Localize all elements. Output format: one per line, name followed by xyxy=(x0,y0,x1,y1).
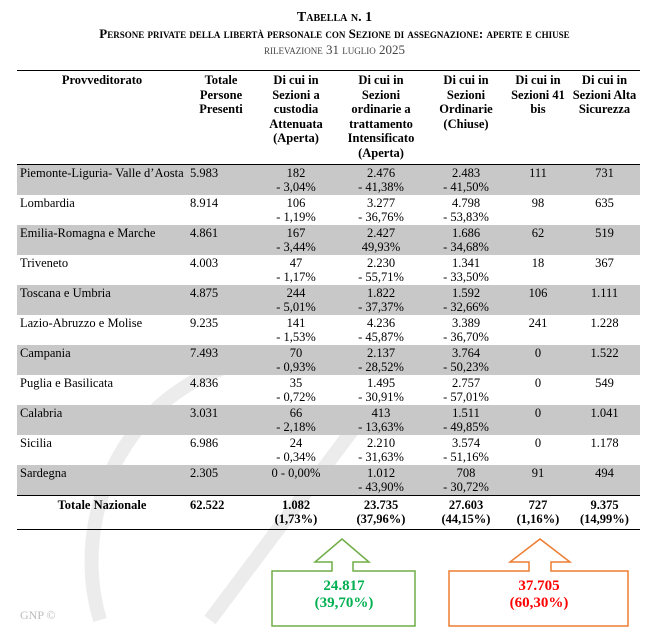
intensificato-pct: - 45,87% xyxy=(358,330,404,344)
alta-sicurezza-value: 1.522 xyxy=(590,346,619,360)
totale-cell xyxy=(187,465,255,496)
attenuata-value: 35 xyxy=(289,376,303,390)
total-41bis-cell xyxy=(507,496,569,530)
bis41-cell xyxy=(507,195,569,225)
ordinarie-cell xyxy=(425,225,507,255)
provveditorato-cell xyxy=(17,375,187,405)
provveditorato-name: Campania xyxy=(20,346,71,360)
total-attenuata-pct: (1,73%) xyxy=(274,512,318,526)
provveditorato-cell xyxy=(17,345,187,375)
attenuata-value: 66 xyxy=(289,406,303,420)
ordinarie-pct: - 32,66% xyxy=(443,300,489,314)
alta-sicurezza-value: 1.178 xyxy=(590,436,619,450)
provveditorato-name: Triveneto xyxy=(20,256,69,270)
alta-sicurezza-value: 519 xyxy=(595,226,614,240)
total-intensificato-cell xyxy=(337,496,425,530)
attenuata-cell xyxy=(255,285,337,315)
intensificato-cell xyxy=(337,165,425,196)
intensificato-cell xyxy=(337,225,425,255)
open-sections-pct: (39,70%) xyxy=(314,595,374,611)
ordinarie-cell xyxy=(425,405,507,435)
table-row xyxy=(17,405,640,435)
totale-cell xyxy=(187,375,255,405)
intensificato-pct: 49,93% xyxy=(361,240,401,254)
alta-cell xyxy=(569,225,640,255)
totale-cell xyxy=(187,405,255,435)
provveditorato-cell xyxy=(17,225,187,255)
provveditorato-cell xyxy=(17,435,187,465)
closed-sections-callout xyxy=(447,538,631,628)
intensificato-cell xyxy=(337,255,425,285)
ordinarie-pct: - 50,23% xyxy=(443,360,489,374)
bis41-value: 0 xyxy=(534,376,542,390)
attenuata-value: 24 xyxy=(289,436,303,450)
attenuata-pct: - 2,18% xyxy=(276,420,316,434)
provveditorato-name: Piemonte-Liguria- Valle d’Aosta xyxy=(20,166,184,180)
provveditorato-name: Toscana e Umbria xyxy=(20,286,111,300)
intensificato-cell xyxy=(337,405,425,435)
provveditorato-name: Calabria xyxy=(20,406,63,420)
ordinarie-value: 708 xyxy=(456,466,476,480)
ordinarie-cell xyxy=(425,375,507,405)
ordinarie-cell xyxy=(425,285,507,315)
alta-sicurezza-value: 549 xyxy=(595,376,614,390)
attenuata-value: 0 - 0,00% xyxy=(271,466,321,480)
intensificato-value: 413 xyxy=(371,406,391,420)
totale-persone: 4.836 xyxy=(190,376,219,390)
attenuata-value: 141 xyxy=(286,316,306,330)
totale-cell xyxy=(187,195,255,225)
intensificato-value: 2.230 xyxy=(366,256,396,270)
intensificato-pct: - 36,76% xyxy=(358,210,404,224)
survey-date: rilevazione 31 luglio 2025 xyxy=(263,42,406,57)
intensificato-value: 2.137 xyxy=(366,346,396,360)
ordinarie-cell xyxy=(425,255,507,285)
bis41-cell xyxy=(507,465,569,496)
alta-cell xyxy=(569,345,640,375)
table-row xyxy=(17,255,640,285)
attenuata-cell xyxy=(255,465,337,496)
alta-sicurezza-value: 367 xyxy=(595,256,614,270)
totale-persone: 7.493 xyxy=(190,346,219,360)
table-row xyxy=(17,375,640,405)
bis41-value: 106 xyxy=(528,286,548,300)
total-alta-pct: (14,99%) xyxy=(580,512,629,526)
ordinarie-cell xyxy=(425,465,507,496)
intensificato-pct: - 28,52% xyxy=(358,360,404,374)
intensificato-cell xyxy=(337,195,425,225)
ordinarie-value: 4.798 xyxy=(451,196,481,210)
ordinarie-value: 1.592 xyxy=(451,286,481,300)
totale-persone: 2.305 xyxy=(190,466,219,480)
attenuata-value: 244 xyxy=(286,286,306,300)
alta-sicurezza-value: 1.111 xyxy=(590,286,619,300)
table-row xyxy=(17,465,640,496)
col-header-ordinarie: Di cui in Sezioni Ordinarie (Chiuse) xyxy=(425,71,507,165)
bis41-value: 0 xyxy=(534,436,542,450)
attenuata-value: 182 xyxy=(286,166,306,180)
ordinarie-value: 3.389 xyxy=(451,316,481,330)
title-block xyxy=(0,10,669,58)
totale-cell xyxy=(187,225,255,255)
attenuata-value: 167 xyxy=(286,226,306,240)
intensificato-pct: - 41,38% xyxy=(358,180,404,194)
bis41-cell xyxy=(507,255,569,285)
attenuata-pct: - 0,34% xyxy=(276,450,316,464)
attenuata-cell xyxy=(255,315,337,345)
intensificato-cell xyxy=(337,435,425,465)
intensificato-pct: - 43,90% xyxy=(358,480,404,494)
ordinarie-pct: - 36,70% xyxy=(443,330,489,344)
intensificato-value: 4.236 xyxy=(366,316,396,330)
bis41-value: 98 xyxy=(531,196,545,210)
totale-persone: 4.861 xyxy=(190,226,219,240)
ordinarie-value: 3.764 xyxy=(451,346,481,360)
total-41bis: 727 xyxy=(528,498,548,512)
total-row xyxy=(17,496,640,530)
ordinarie-value: 1.511 xyxy=(452,406,480,420)
attenuata-cell xyxy=(255,165,337,196)
alta-cell xyxy=(569,435,640,465)
provveditorato-name: Sardegna xyxy=(20,466,67,480)
bis41-value: 62 xyxy=(531,226,545,240)
alta-sicurezza-value: 635 xyxy=(595,196,614,210)
provveditorato-cell xyxy=(17,315,187,345)
totale-cell xyxy=(187,345,255,375)
bis41-value: 241 xyxy=(528,316,548,330)
total-label: Totale Nazionale xyxy=(17,496,187,530)
ordinarie-pct: - 57,01% xyxy=(443,390,489,404)
bis41-cell xyxy=(507,315,569,345)
ordinarie-pct: - 49,85% xyxy=(443,420,489,434)
table-number: Tabella n. 1 xyxy=(296,10,373,25)
ordinarie-pct: - 34,68% xyxy=(443,240,489,254)
total-ordinarie-pct: (44,15%) xyxy=(441,512,491,526)
ordinarie-cell xyxy=(425,165,507,196)
alta-cell xyxy=(569,465,640,496)
table-row xyxy=(17,285,640,315)
alta-cell xyxy=(569,285,640,315)
total-41bis-pct: (1,16%) xyxy=(516,512,560,526)
total-alta-cell xyxy=(569,496,640,530)
col-header-attenuata: Di cui in Sezioni a custodia Attenuata (Aperta) xyxy=(255,71,337,165)
intensificato-value: 1.822 xyxy=(366,286,396,300)
intensificato-cell xyxy=(337,345,425,375)
totale-persone: 8.914 xyxy=(190,196,219,210)
col-header-provveditorato: Provveditorato xyxy=(17,71,187,165)
intensificato-value: 2.210 xyxy=(366,436,396,450)
attenuata-value: 106 xyxy=(286,196,306,210)
total-attenuata: 1.082 xyxy=(281,498,311,512)
col-header-intensificato: Di cui in Sezioni ordinarie a trattamento Intensificato (Aperta) xyxy=(337,71,425,165)
intensificato-value: 3.277 xyxy=(366,196,396,210)
ordinarie-value: 2.483 xyxy=(451,166,481,180)
table-row xyxy=(17,165,640,196)
table-row xyxy=(17,435,640,465)
provveditorato-cell xyxy=(17,195,187,225)
alta-sicurezza-value: 1.228 xyxy=(590,316,619,330)
attenuata-cell xyxy=(255,375,337,405)
intensificato-cell xyxy=(337,465,425,496)
table-row xyxy=(17,195,640,225)
table-row xyxy=(17,225,640,255)
totale-persone: 3.031 xyxy=(190,406,219,420)
intensificato-value: 2.427 xyxy=(366,226,396,240)
ordinarie-value: 2.757 xyxy=(451,376,481,390)
provveditorato-name: Sicilia xyxy=(20,436,52,450)
bis41-cell xyxy=(507,375,569,405)
attenuata-pct: - 3,44% xyxy=(276,240,316,254)
intensificato-cell xyxy=(337,375,425,405)
bis41-value: 18 xyxy=(531,256,545,270)
totale-cell xyxy=(187,285,255,315)
attenuata-pct: - 1,17% xyxy=(276,270,316,284)
open-sections-value: 24.817 xyxy=(323,578,365,594)
total-intensificato: 23.735 xyxy=(363,498,399,512)
ordinarie-pct: - 53,83% xyxy=(443,210,489,224)
total-alta: 9.375 xyxy=(590,498,619,512)
attenuata-pct: - 0,93% xyxy=(276,360,316,374)
alta-cell xyxy=(569,165,640,196)
intensificato-value: 1.012 xyxy=(366,466,396,480)
col-header-totale: Totale Persone Presenti xyxy=(187,71,255,165)
totale-persone: 4.003 xyxy=(190,256,219,270)
attenuata-value: 47 xyxy=(289,256,303,270)
totale-cell xyxy=(187,315,255,345)
intensificato-cell xyxy=(337,315,425,345)
attenuata-cell xyxy=(255,435,337,465)
col-header-alta-sicurezza: Di cui in Sezioni Alta Sicurezza xyxy=(569,71,640,165)
attenuata-cell xyxy=(255,225,337,255)
ordinarie-pct: - 51,16% xyxy=(443,450,489,464)
ordinarie-cell xyxy=(425,435,507,465)
totale-persone: 5.983 xyxy=(190,166,219,180)
bis41-value: 0 xyxy=(534,346,542,360)
provveditorato-name: Lazio-Abruzzo e Molise xyxy=(20,316,143,330)
closed-sections-value: 37.705 xyxy=(518,578,560,594)
totale-persone: 4.875 xyxy=(190,286,219,300)
intensificato-pct: - 30,91% xyxy=(358,390,404,404)
attenuata-cell xyxy=(255,255,337,285)
total-attenuata-cell xyxy=(255,496,337,530)
table-heading: Persone private della libertà personale con Sezione di assegnazione: aperte e chiuse xyxy=(99,26,570,41)
bis41-cell xyxy=(507,225,569,255)
attenuata-pct: - 5,01% xyxy=(276,300,316,314)
alta-cell xyxy=(569,375,640,405)
alta-cell xyxy=(569,255,640,285)
col-header-41bis: Di cui in Sezioni 41 bis xyxy=(507,71,569,165)
bis41-cell xyxy=(507,165,569,196)
attenuata-value: 70 xyxy=(289,346,303,360)
alta-sicurezza-value: 731 xyxy=(595,166,614,180)
bis41-value: 0 xyxy=(534,406,542,420)
ordinarie-pct: - 41,50% xyxy=(443,180,489,194)
provveditorato-cell xyxy=(17,465,187,496)
totale-cell xyxy=(187,255,255,285)
ordinarie-cell xyxy=(425,345,507,375)
bis41-cell xyxy=(507,405,569,435)
attenuata-pct: - 1,53% xyxy=(276,330,316,344)
total-ordinarie: 27.603 xyxy=(448,498,484,512)
bis41-value: 91 xyxy=(531,466,545,480)
header-row xyxy=(17,71,640,165)
total-persons: 62.522 xyxy=(187,496,255,530)
ordinarie-cell xyxy=(425,195,507,225)
total-ordinarie-cell xyxy=(425,496,507,530)
totale-cell xyxy=(187,435,255,465)
attenuata-cell xyxy=(255,195,337,225)
ordinarie-cell xyxy=(425,315,507,345)
provveditorato-cell xyxy=(17,285,187,315)
totale-persone: 6.986 xyxy=(190,436,219,450)
ordinarie-value: 1.686 xyxy=(451,226,481,240)
data-table xyxy=(17,70,640,530)
closed-sections-pct: (60,30%) xyxy=(509,595,569,611)
bis41-cell xyxy=(507,285,569,315)
alta-cell xyxy=(569,405,640,435)
alta-cell xyxy=(569,315,640,345)
intensificato-pct: - 31,63% xyxy=(358,450,404,464)
provveditorato-cell xyxy=(17,405,187,435)
alta-sicurezza-value: 1.041 xyxy=(590,406,619,420)
totale-cell xyxy=(187,165,255,196)
attenuata-pct: - 1,19% xyxy=(276,210,316,224)
provveditorato-name: Lombardia xyxy=(20,196,75,210)
provveditorato-cell xyxy=(17,255,187,285)
intensificato-value: 2.476 xyxy=(366,166,396,180)
alta-cell xyxy=(569,195,640,225)
bis41-value: 111 xyxy=(529,166,547,180)
ordinarie-pct: - 33,50% xyxy=(443,270,489,284)
callout-area xyxy=(0,538,669,638)
total-intensificato-pct: (37,96%) xyxy=(356,512,406,526)
attenuata-pct: - 0,72% xyxy=(276,390,316,404)
provveditorato-cell xyxy=(17,165,187,196)
attenuata-cell xyxy=(255,405,337,435)
open-sections-callout xyxy=(270,538,418,628)
attenuata-pct: - 3,04% xyxy=(276,180,316,194)
intensificato-value: 1.495 xyxy=(366,376,396,390)
bis41-cell xyxy=(507,435,569,465)
bis41-cell xyxy=(507,345,569,375)
totale-persone: 9.235 xyxy=(190,316,219,330)
table-row xyxy=(17,315,640,345)
intensificato-pct: - 37,37% xyxy=(358,300,404,314)
provveditorato-name: Emilia-Romagna e Marche xyxy=(20,226,156,240)
intensificato-cell xyxy=(337,285,425,315)
alta-sicurezza-value: 494 xyxy=(595,466,614,480)
intensificato-pct: - 13,63% xyxy=(358,420,404,434)
watermark-text: GNP © xyxy=(20,608,56,622)
ordinarie-value: 1.341 xyxy=(451,256,481,270)
ordinarie-value: 3.574 xyxy=(451,436,481,450)
table-row xyxy=(17,345,640,375)
intensificato-pct: - 55,71% xyxy=(358,270,404,284)
attenuata-cell xyxy=(255,345,337,375)
ordinarie-pct: - 30,72% xyxy=(443,480,489,494)
provveditorato-name: Puglia e Basilicata xyxy=(20,376,114,390)
